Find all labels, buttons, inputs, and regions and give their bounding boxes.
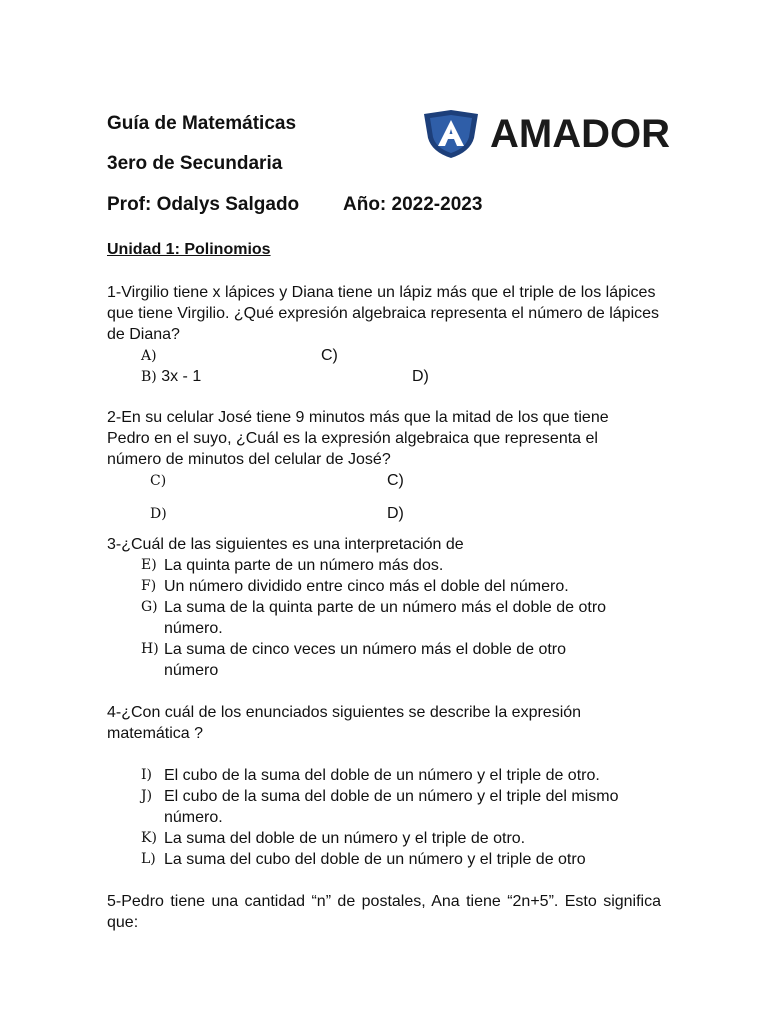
option-text: Un número dividido entre cinco más el doble del número. — [164, 578, 569, 595]
option-letter: G) — [141, 599, 158, 615]
option-letter: I) — [141, 767, 152, 783]
question-2-text: 2-En su celular José tiene 9 minutos más que la mitad de los que tiene Pedro en el suyo, ¿Cuál es la expresión algebraica que representa el número de minutos del celular de José? — [107, 409, 609, 468]
option-text: 3x - 1 — [161, 368, 202, 385]
option-letter: D) — [387, 505, 404, 522]
q3-option-h — [141, 639, 621, 681]
shield-logo-icon — [420, 108, 482, 160]
q2-option-d-left — [150, 503, 167, 525]
q2-option-d-right — [387, 503, 404, 524]
q3-option-f — [141, 576, 661, 597]
option-text: La suma de la quinta parte de un número más el doble de otro número. — [164, 599, 607, 637]
option-text: La suma de cinco veces un número más el doble de otro número — [164, 641, 567, 679]
option-text: El cubo de la suma del doble de un número y el triple de otro. — [164, 767, 600, 784]
q2-option-c-right — [387, 470, 404, 491]
option-text: La quinta parte de un número más dos. — [164, 557, 444, 574]
option-letter: L) — [141, 851, 156, 867]
option-letter: C) — [387, 472, 404, 489]
option-text: La suma del cubo del doble de un número y el triple de otro — [164, 851, 586, 868]
option-letter: E) — [141, 557, 157, 573]
option-letter: J) — [141, 788, 153, 804]
question-5-text: 5-Pedro tiene una cantidad “n” de postales, Ana tiene “2n+5”. Esto significa que: — [107, 893, 661, 931]
option-letter: K) — [141, 830, 157, 846]
logo-wordmark: AMADOR — [490, 111, 670, 156]
option-letter: D) — [412, 368, 429, 385]
option-letter: C) — [150, 473, 167, 489]
q4-option-l — [141, 849, 681, 870]
question-4-text: 4-¿Con cuál de los enunciados siguientes se describe la expresión matemática ? — [107, 704, 582, 742]
option-letter: D) — [150, 506, 167, 522]
q3-option-g — [141, 597, 641, 639]
q1-option-b — [141, 366, 201, 388]
q1-option-d — [412, 366, 429, 387]
option-letter: H) — [141, 641, 159, 657]
grade-label: 3ero de Secundaria — [107, 153, 283, 174]
q2-option-c-left — [150, 470, 166, 492]
q4-option-i — [141, 765, 681, 786]
option-letter: C) — [321, 347, 338, 364]
question-3-text: 3-¿Cuál de las siguientes es una interpretación de — [107, 536, 464, 553]
q1-option-c — [321, 345, 338, 366]
option-letter: B) — [141, 369, 157, 385]
option-letter: F) — [141, 578, 157, 594]
professor-label: Prof: Odalys Salgado — [107, 194, 300, 215]
question-1-text: 1-Virgilio tiene x lápices y Diana tiene un lápiz más que el triple de los lápices que tiene Virgilio. ¿Qué expresión algebraica representa el número de lápices de Diana? — [107, 284, 660, 343]
q4-option-j — [141, 786, 631, 828]
option-text: El cubo de la suma del doble de un número y el triple del mismo número. — [164, 788, 619, 826]
school-year-label: Año: 2022-2023 — [343, 194, 483, 215]
unit-heading: Unidad 1: Polinomios — [107, 241, 271, 258]
q3-option-e — [141, 555, 661, 576]
q1-option-a — [141, 345, 157, 367]
option-text: La suma del doble de un número y el triple de otro. — [164, 830, 526, 847]
option-letter: A) — [141, 348, 157, 364]
q4-option-k — [141, 828, 661, 849]
document-title: Guía de Matemáticas — [107, 113, 297, 134]
amador-logo — [420, 108, 690, 160]
